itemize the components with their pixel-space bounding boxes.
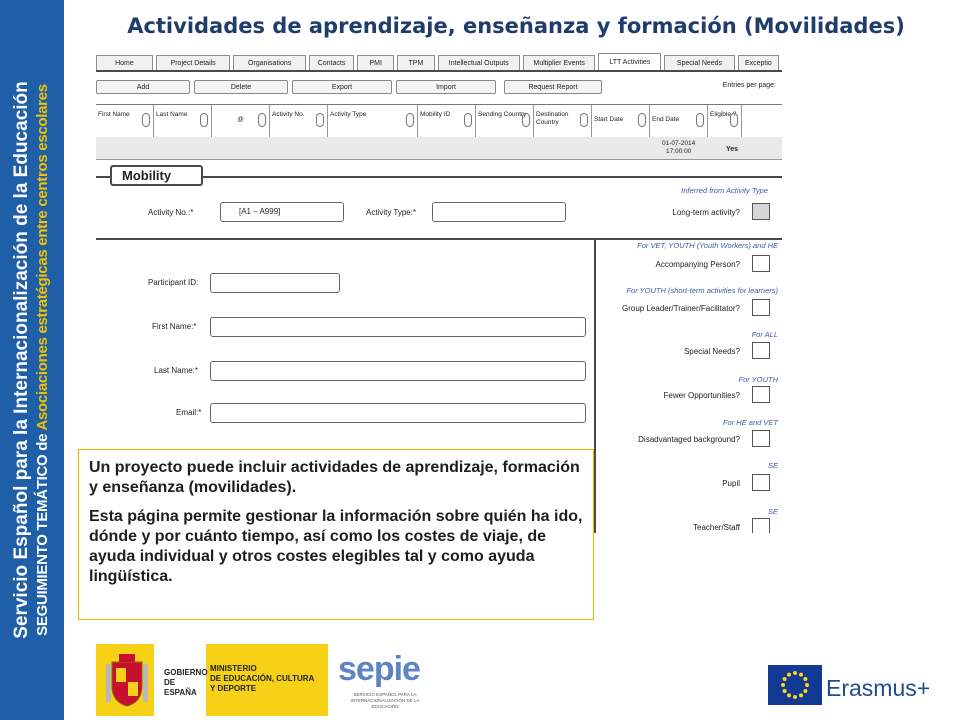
gobierno-logo [96,644,328,716]
eu-stars-drawing [768,665,822,705]
last-name-label: Last Name:* [154,366,199,375]
fewer-opportunities-label: Fewer Opportunities? [663,391,740,400]
sort-icon[interactable] [142,113,150,127]
long-term-checkbox [752,203,770,220]
note-accompanying: For VET, YOUTH (Youth Workers) and HE [637,241,778,250]
column-start-date[interactable]: Start Date [592,105,650,137]
sort-icon[interactable] [406,113,414,127]
tab-special-needs[interactable]: Special Needs [664,55,735,70]
column-activity-type[interactable]: Activity Type [328,105,418,137]
sidebar-line-2 [33,0,53,720]
note-teacher-staff: SE [767,507,778,516]
first-name-field[interactable] [210,317,586,337]
column-destination-country[interactable]: Destination Country [534,105,592,137]
activity-no-label: Activity No.:* [148,208,194,217]
tab-contacts[interactable]: Contacts [309,55,354,70]
disadvantaged-background-checkbox[interactable] [752,430,770,447]
column-mobility-id[interactable]: Mobility ID [418,105,476,137]
tab-exceptions[interactable]: Exceptio [738,55,779,70]
sort-icon[interactable] [522,113,530,127]
sort-icon[interactable] [580,113,588,127]
accompanying-person-checkbox[interactable] [752,255,770,272]
column-first-name[interactable]: First Name [96,105,154,137]
section-divider [96,238,782,240]
request-report-button[interactable]: Request Report [504,80,602,94]
note-fewer-opportunities: For YOUTH [738,375,778,384]
pupil-checkbox[interactable] [752,474,770,491]
sort-icon[interactable] [730,113,738,127]
import-button[interactable]: Import [396,80,496,94]
page-title: Actividades de aprendizaje, enseñanza y formación (Movilidades) [127,14,905,38]
email-label: Email:* [176,408,202,417]
end-date-cell: 01-07-2014 17:00:00 [662,140,696,155]
eligible-cell: Yes [726,146,739,153]
column-eligible[interactable]: Eligible ? [708,105,742,137]
participant-id-field[interactable] [210,273,340,293]
table-row[interactable] [96,137,782,160]
sepie-logo [332,644,434,716]
email-field[interactable] [210,403,586,423]
special-needs-label: Special Needs? [683,347,740,356]
sidebar-line-2-highlight: Asociaciones estratégicas entre centros escolares [34,84,51,431]
eu-flag-icon [768,665,822,705]
note-pupil: SE [767,461,778,470]
column-end-date[interactable]: End Date [650,105,708,137]
add-button[interactable]: Add [96,80,190,94]
vertical-sidebar [0,0,64,720]
teacher-staff-checkbox[interactable] [752,518,770,533]
export-button[interactable]: Export [292,80,392,94]
column-activity-no[interactable]: Activity No. [270,105,328,137]
tab-project-details[interactable]: Project Details [156,55,231,70]
column-last-name[interactable]: Last Name [154,105,212,137]
sort-icon[interactable] [316,113,324,127]
tab-bar [96,54,782,72]
ministerio-text: MINISTERIO DE EDUCACIÓN, CULTURA Y DEPORTE [210,664,315,693]
long-term-label: Long-term activity? [672,208,740,217]
coat-of-arms-drawing [104,652,150,710]
explanation-callout [78,449,594,620]
gobierno-text: GOBIERNO DE ESPAÑA [164,668,208,697]
activity-type-field[interactable] [432,202,566,222]
sort-icon[interactable] [200,113,208,127]
tab-ltt-activities[interactable]: LTT Activities [598,53,661,70]
activity-no-field[interactable]: [A1 – A999] [220,202,344,222]
entries-per-page-label: Entries per page: [722,82,776,89]
tab-tpm[interactable]: TPM [397,55,434,70]
gobierno-text-box [154,644,206,716]
callout-paragraph-2: Esta página permite gestionar la información sobre quién ha ido, dónde y por cuánto tiempo, así como los costes de viaje, de ayuda individual y otros costes elegibles tal y como ayuda lingüística. [89,508,583,585]
sort-icon[interactable] [258,113,266,127]
grid-header [96,104,782,138]
tab-intellectual-outputs[interactable]: Intellectual Outputs [438,55,520,70]
disadvantaged-background-label: Disadvantaged background? [638,435,740,444]
note-group-leader: For YOUTH (short-term activities for learners) [626,286,778,295]
sort-icon[interactable] [464,113,472,127]
coat-of-arms-icon [104,652,150,710]
special-needs-checkbox[interactable] [752,342,770,359]
participant-id-label: Participant ID: [148,278,199,287]
group-leader-label: Group Leader/Trainer/Facilitator? [622,304,740,313]
sidebar-line-1: Servicio Español para la Internacionalización de la Educación [11,81,32,639]
note-disadvantaged: For HE and VET [722,418,778,427]
tab-organisations[interactable]: Organisations [233,55,306,70]
activity-type-label: Activity Type:* [366,208,417,217]
erasmus-plus-logo [768,665,946,709]
callout-paragraph-1: Un proyecto puede incluir actividades de aprendizaje, formación y enseñanza (movilidades). [89,459,580,496]
sidebar-text [11,0,53,720]
action-button-bar [96,80,782,94]
tab-home[interactable]: Home [96,55,153,70]
sort-icon[interactable] [638,113,646,127]
tab-pmi[interactable]: PMI [357,55,394,70]
column-divider [594,240,596,533]
delete-button[interactable]: Delete [194,80,288,94]
group-leader-checkbox[interactable] [752,299,770,316]
erasmus-text: Erasmus+ [826,675,931,701]
column-sending-country[interactable]: Sending Country [476,105,534,137]
column-email[interactable]: @ [212,105,270,137]
sidebar-line-2-prefix: SEGUIMIENTO TEMÁTICO de [34,430,51,636]
sepie-subtitle: SERVICIO ESPAÑOL PARA LA INTERNACIONALIZACIÓN DE LA EDUCACIÓN [350,692,420,709]
pupil-label: Pupil [722,479,740,488]
first-name-label: First Name:* [152,322,197,331]
note-special-needs: For ALL [751,330,778,339]
accompanying-person-label: Accompanying Person? [655,260,740,269]
fewer-opportunities-checkbox[interactable] [752,386,770,403]
tab-multiplier-events[interactable]: Multiplier Events [523,55,596,70]
inferred-note: Inferred from Activity Type [681,186,768,195]
mobility-panel-title: Mobility [110,165,203,186]
last-name-field[interactable] [210,361,586,381]
sepie-wordmark: sepie [338,650,420,688]
sort-icon[interactable] [696,113,704,127]
teacher-staff-label: Teacher/Staff [693,523,740,532]
government-logos [96,644,434,718]
